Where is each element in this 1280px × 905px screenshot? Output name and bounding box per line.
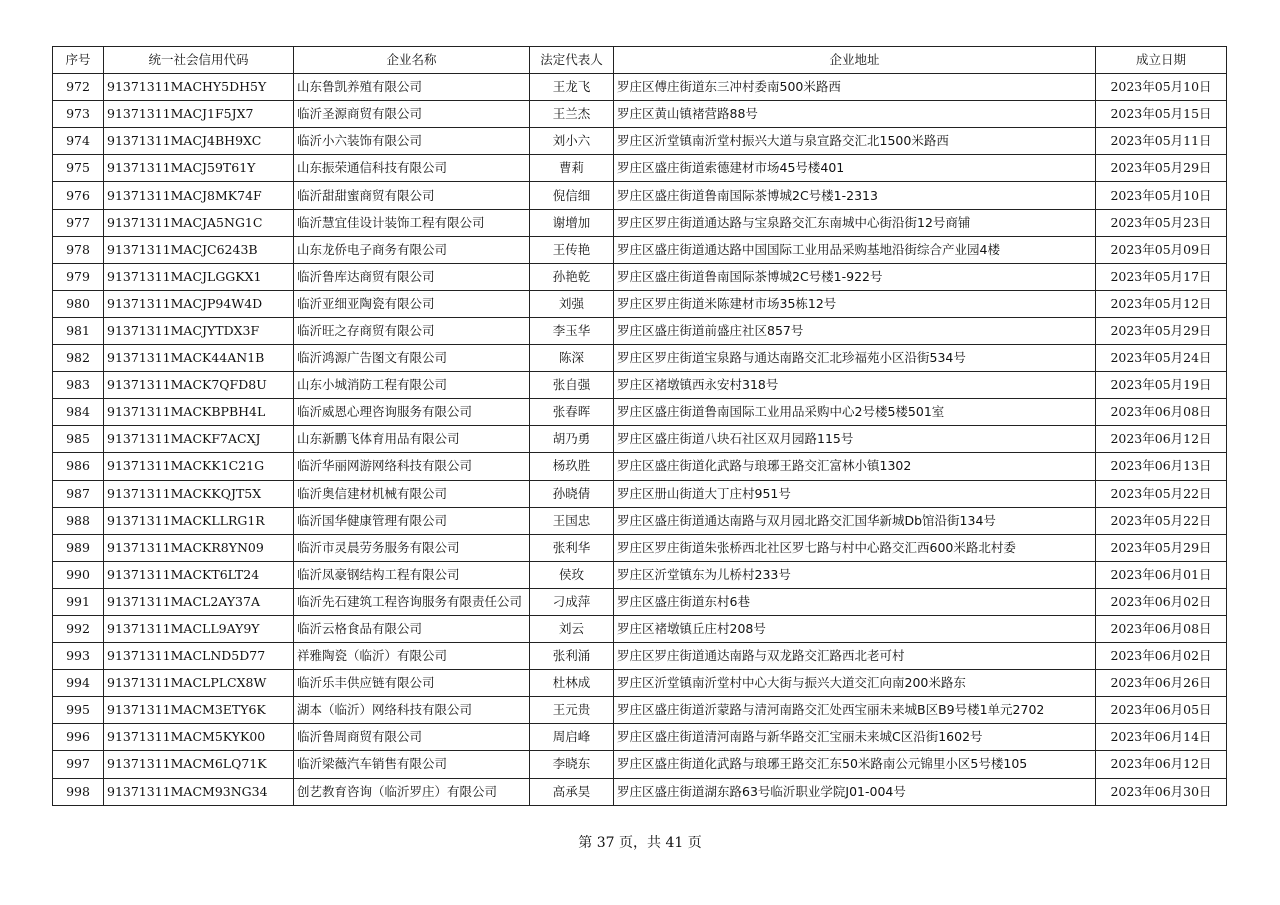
cell-founded-date: 2023年06月14日 (1096, 724, 1227, 751)
cell-company-name: 临沂慧宜佳设计装饰工程有限公司 (294, 209, 530, 236)
cell-credit-code: 91371311MACM5KYK00 (104, 724, 294, 751)
cell-serial: 984 (53, 399, 104, 426)
cell-founded-date: 2023年06月08日 (1096, 615, 1227, 642)
cell-address: 罗庄区沂堂镇南沂堂村振兴大道与泉宣路交汇北1500米路西 (614, 128, 1096, 155)
cell-founded-date: 2023年06月12日 (1096, 426, 1227, 453)
cell-founded-date: 2023年05月24日 (1096, 345, 1227, 372)
cell-credit-code: 91371311MACL2AY37A (104, 588, 294, 615)
table-row (53, 453, 1227, 480)
cell-credit-code: 91371311MACK7QFD8U (104, 372, 294, 399)
cell-address: 罗庄区盛庄街道清河南路与新华路交汇宝丽未来城C区沿街1602号 (614, 724, 1096, 751)
cell-serial: 996 (53, 724, 104, 751)
cell-address: 罗庄区沂堂镇东为儿桥村233号 (614, 561, 1096, 588)
cell-credit-code: 91371311MACKK1C21G (104, 453, 294, 480)
cell-founded-date: 2023年05月19日 (1096, 372, 1227, 399)
cell-legal-rep: 杜林成 (530, 670, 614, 697)
cell-founded-date: 2023年06月05日 (1096, 697, 1227, 724)
cell-company-name: 临沂威恩心理咨询服务有限公司 (294, 399, 530, 426)
cell-serial: 995 (53, 697, 104, 724)
cell-founded-date: 2023年05月12日 (1096, 290, 1227, 317)
cell-credit-code: 91371311MACJP94W4D (104, 290, 294, 317)
cell-founded-date: 2023年06月08日 (1096, 399, 1227, 426)
cell-legal-rep: 周启峰 (530, 724, 614, 751)
table-row (53, 643, 1227, 670)
cell-credit-code: 91371311MACKT6LT24 (104, 561, 294, 588)
cell-address: 罗庄区盛庄街道前盛庄社区857号 (614, 317, 1096, 344)
cell-credit-code: 91371311MACLPLCX8W (104, 670, 294, 697)
cell-address: 罗庄区盛庄街道八块石社区双月园路115号 (614, 426, 1096, 453)
cell-company-name: 临沂云格食品有限公司 (294, 615, 530, 642)
cell-founded-date: 2023年05月15日 (1096, 101, 1227, 128)
cell-address: 罗庄区盛庄街道通达南路与双月园北路交汇国华新城Db馆沿街134号 (614, 507, 1096, 534)
cell-serial: 974 (53, 128, 104, 155)
table-row (53, 724, 1227, 751)
cell-legal-rep: 倪信细 (530, 182, 614, 209)
cell-legal-rep: 孙晓倩 (530, 480, 614, 507)
table-row (53, 426, 1227, 453)
cell-company-name: 山东小城消防工程有限公司 (294, 372, 530, 399)
cell-legal-rep: 胡乃勇 (530, 426, 614, 453)
cell-credit-code: 91371311MACJYTDX3F (104, 317, 294, 344)
cell-credit-code: 91371311MACHY5DH5Y (104, 74, 294, 101)
header-founded-date: 成立日期 (1096, 47, 1227, 74)
page-footer: 第 37 页，共 41 页 (578, 835, 702, 851)
cell-legal-rep: 杨玖胜 (530, 453, 614, 480)
table-row (53, 372, 1227, 399)
cell-company-name: 临沂鲁库达商贸有限公司 (294, 263, 530, 290)
cell-founded-date: 2023年06月02日 (1096, 643, 1227, 670)
cell-credit-code: 91371311MACJC6243B (104, 236, 294, 263)
header-credit-code: 统一社会信用代码 (104, 47, 294, 74)
cell-company-name: 创艺教育咨询（临沂罗庄）有限公司 (294, 778, 530, 805)
cell-legal-rep: 王元贵 (530, 697, 614, 724)
table-row (53, 317, 1227, 344)
table-row (53, 128, 1227, 155)
cell-founded-date: 2023年06月30日 (1096, 778, 1227, 805)
table-header-row (53, 47, 1227, 74)
cell-company-name: 临沂国华健康管理有限公司 (294, 507, 530, 534)
cell-legal-rep: 李晓东 (530, 751, 614, 778)
table-row (53, 697, 1227, 724)
cell-legal-rep: 刘强 (530, 290, 614, 317)
cell-founded-date: 2023年06月12日 (1096, 751, 1227, 778)
cell-serial: 987 (53, 480, 104, 507)
cell-founded-date: 2023年05月29日 (1096, 317, 1227, 344)
header-company-name: 企业名称 (294, 47, 530, 74)
cell-legal-rep: 张利华 (530, 534, 614, 561)
cell-company-name: 临沂旺之存商贸有限公司 (294, 317, 530, 344)
cell-company-name: 临沂亚细亚陶瓷有限公司 (294, 290, 530, 317)
cell-address: 罗庄区沂堂镇南沂堂村中心大街与振兴大道交汇向南200米路东 (614, 670, 1096, 697)
cell-founded-date: 2023年05月23日 (1096, 209, 1227, 236)
cell-serial: 988 (53, 507, 104, 534)
cell-founded-date: 2023年06月13日 (1096, 453, 1227, 480)
cell-company-name: 山东新鹏飞体育用品有限公司 (294, 426, 530, 453)
table-row (53, 615, 1227, 642)
cell-credit-code: 91371311MACKKQJT5X (104, 480, 294, 507)
cell-credit-code: 91371311MACM6LQ71K (104, 751, 294, 778)
cell-address: 罗庄区盛庄街道化武路与琅琊王路交汇东50米路南公元锦里小区5号楼105 (614, 751, 1096, 778)
table-row (53, 290, 1227, 317)
cell-company-name: 湖本（临沂）网络科技有限公司 (294, 697, 530, 724)
cell-legal-rep: 王兰杰 (530, 101, 614, 128)
cell-credit-code: 91371311MACJ4BH9XC (104, 128, 294, 155)
cell-founded-date: 2023年05月17日 (1096, 263, 1227, 290)
cell-serial: 994 (53, 670, 104, 697)
cell-serial: 990 (53, 561, 104, 588)
cell-founded-date: 2023年05月10日 (1096, 182, 1227, 209)
cell-address: 罗庄区褚墩镇西永安村318号 (614, 372, 1096, 399)
cell-credit-code: 91371311MACM3ETY6K (104, 697, 294, 724)
cell-credit-code: 91371311MACK44AN1B (104, 345, 294, 372)
cell-credit-code: 91371311MACJ1F5JX7 (104, 101, 294, 128)
enterprise-table (52, 46, 1227, 806)
cell-address: 罗庄区黄山镇褚营路88号 (614, 101, 1096, 128)
cell-company-name: 山东鲁凯养殖有限公司 (294, 74, 530, 101)
cell-company-name: 临沂梁薇汽车销售有限公司 (294, 751, 530, 778)
cell-address: 罗庄区盛庄街道东村6巷 (614, 588, 1096, 615)
cell-company-name: 山东振荣通信科技有限公司 (294, 155, 530, 182)
cell-serial: 989 (53, 534, 104, 561)
cell-serial: 978 (53, 236, 104, 263)
cell-company-name: 临沂鸿源广告图文有限公司 (294, 345, 530, 372)
cell-legal-rep: 刘云 (530, 615, 614, 642)
header-address: 企业地址 (614, 47, 1096, 74)
header-legal-rep: 法定代表人 (530, 47, 614, 74)
cell-founded-date: 2023年05月22日 (1096, 480, 1227, 507)
cell-founded-date: 2023年05月29日 (1096, 155, 1227, 182)
cell-address: 罗庄区罗庄街道通达南路与双龙路交汇路西北老可村 (614, 643, 1096, 670)
cell-address: 罗庄区罗庄街道通达路与宝泉路交汇东南城中心街沿街12号商铺 (614, 209, 1096, 236)
table-row (53, 778, 1227, 805)
cell-founded-date: 2023年05月11日 (1096, 128, 1227, 155)
cell-credit-code: 91371311MACJ59T61Y (104, 155, 294, 182)
table-row (53, 101, 1227, 128)
table-row (53, 534, 1227, 561)
cell-founded-date: 2023年05月29日 (1096, 534, 1227, 561)
cell-company-name: 临沂鲁周商贸有限公司 (294, 724, 530, 751)
cell-address: 罗庄区盛庄街道索德建材市场45号楼401 (614, 155, 1096, 182)
cell-credit-code: 91371311MACKBPBH4L (104, 399, 294, 426)
cell-serial: 993 (53, 643, 104, 670)
cell-address: 罗庄区罗庄街道米陈建材市场35栋12号 (614, 290, 1096, 317)
cell-company-name: 临沂华丽网游网络科技有限公司 (294, 453, 530, 480)
cell-company-name: 临沂市灵晨劳务服务有限公司 (294, 534, 530, 561)
cell-credit-code: 91371311MACLL9AY9Y (104, 615, 294, 642)
cell-credit-code: 91371311MACJA5NG1C (104, 209, 294, 236)
cell-legal-rep: 刘小六 (530, 128, 614, 155)
table-row (53, 74, 1227, 101)
cell-founded-date: 2023年06月01日 (1096, 561, 1227, 588)
cell-legal-rep: 李玉华 (530, 317, 614, 344)
cell-serial: 977 (53, 209, 104, 236)
table-row (53, 399, 1227, 426)
table-row (53, 263, 1227, 290)
cell-address: 罗庄区罗庄街道朱张桥西北社区罗七路与村中心路交汇西600米路北村委 (614, 534, 1096, 561)
cell-legal-rep: 张春晖 (530, 399, 614, 426)
cell-address: 罗庄区盛庄街道通达路中国国际工业用品采购基地沿街综合产业园4楼 (614, 236, 1096, 263)
cell-company-name: 临沂先石建筑工程咨询服务有限责任公司 (294, 588, 530, 615)
cell-serial: 983 (53, 372, 104, 399)
cell-serial: 975 (53, 155, 104, 182)
table-row (53, 751, 1227, 778)
cell-company-name: 临沂甜甜蜜商贸有限公司 (294, 182, 530, 209)
table-row (53, 561, 1227, 588)
cell-company-name: 临沂凤豪钢结构工程有限公司 (294, 561, 530, 588)
cell-serial: 997 (53, 751, 104, 778)
cell-credit-code: 91371311MACJ8MK74F (104, 182, 294, 209)
cell-credit-code: 91371311MACM93NG34 (104, 778, 294, 805)
cell-serial: 982 (53, 345, 104, 372)
cell-legal-rep: 王龙飞 (530, 74, 614, 101)
table-row (53, 345, 1227, 372)
cell-serial: 973 (53, 101, 104, 128)
table-row (53, 209, 1227, 236)
cell-legal-rep: 谢增加 (530, 209, 614, 236)
cell-legal-rep: 王国忠 (530, 507, 614, 534)
cell-serial: 992 (53, 615, 104, 642)
cell-address: 罗庄区傅庄街道东三冲村委南500米路西 (614, 74, 1096, 101)
cell-founded-date: 2023年05月09日 (1096, 236, 1227, 263)
cell-address: 罗庄区册山街道大丁庄村951号 (614, 480, 1096, 507)
cell-address: 罗庄区罗庄街道宝泉路与通达南路交汇北珍福苑小区沿街534号 (614, 345, 1096, 372)
table-row (53, 670, 1227, 697)
cell-company-name: 临沂奥信建材机械有限公司 (294, 480, 530, 507)
cell-legal-rep: 张利涌 (530, 643, 614, 670)
cell-serial: 991 (53, 588, 104, 615)
cell-legal-rep: 陈深 (530, 345, 614, 372)
cell-founded-date: 2023年05月22日 (1096, 507, 1227, 534)
cell-legal-rep: 侯玫 (530, 561, 614, 588)
cell-serial: 979 (53, 263, 104, 290)
cell-legal-rep: 曹莉 (530, 155, 614, 182)
cell-credit-code: 91371311MACKR8YN09 (104, 534, 294, 561)
cell-founded-date: 2023年06月02日 (1096, 588, 1227, 615)
cell-company-name: 山东龙侨电子商务有限公司 (294, 236, 530, 263)
table-row (53, 236, 1227, 263)
cell-legal-rep: 高承昊 (530, 778, 614, 805)
cell-legal-rep: 张自强 (530, 372, 614, 399)
cell-address: 罗庄区盛庄街道鲁南国际茶博城2C号楼1-922号 (614, 263, 1096, 290)
header-serial: 序号 (53, 47, 104, 74)
table-row (53, 155, 1227, 182)
cell-serial: 980 (53, 290, 104, 317)
cell-serial: 986 (53, 453, 104, 480)
cell-address: 罗庄区盛庄街道鲁南国际工业用品采购中心2号楼5楼501室 (614, 399, 1096, 426)
cell-company-name: 临沂小六装饰有限公司 (294, 128, 530, 155)
cell-serial: 985 (53, 426, 104, 453)
table-row (53, 507, 1227, 534)
cell-company-name: 临沂乐丰供应链有限公司 (294, 670, 530, 697)
cell-serial: 981 (53, 317, 104, 344)
cell-legal-rep: 孙艳乾 (530, 263, 614, 290)
cell-address: 罗庄区盛庄街道沂蒙路与清河南路交汇处西宝丽未来城B区B9号楼1单元2702 (614, 697, 1096, 724)
table-row (53, 480, 1227, 507)
cell-serial: 972 (53, 74, 104, 101)
cell-serial: 976 (53, 182, 104, 209)
cell-credit-code: 91371311MACLND5D77 (104, 643, 294, 670)
cell-founded-date: 2023年05月10日 (1096, 74, 1227, 101)
table-row (53, 588, 1227, 615)
cell-address: 罗庄区盛庄街道鲁南国际茶博城2C号楼1-2313 (614, 182, 1096, 209)
cell-serial: 998 (53, 778, 104, 805)
cell-credit-code: 91371311MACKF7ACXJ (104, 426, 294, 453)
cell-legal-rep: 刁成萍 (530, 588, 614, 615)
cell-address: 罗庄区盛庄街道湖东路63号临沂职业学院J01-004号 (614, 778, 1096, 805)
table-row (53, 182, 1227, 209)
cell-company-name: 临沂圣源商贸有限公司 (294, 101, 530, 128)
cell-founded-date: 2023年06月26日 (1096, 670, 1227, 697)
cell-company-name: 祥雅陶瓷（临沂）有限公司 (294, 643, 530, 670)
cell-credit-code: 91371311MACKLLRG1R (104, 507, 294, 534)
cell-credit-code: 91371311MACJLGGKX1 (104, 263, 294, 290)
cell-address: 罗庄区盛庄街道化武路与琅琊王路交汇富林小镇1302 (614, 453, 1096, 480)
cell-legal-rep: 王传艳 (530, 236, 614, 263)
cell-address: 罗庄区褚墩镇丘庄村208号 (614, 615, 1096, 642)
